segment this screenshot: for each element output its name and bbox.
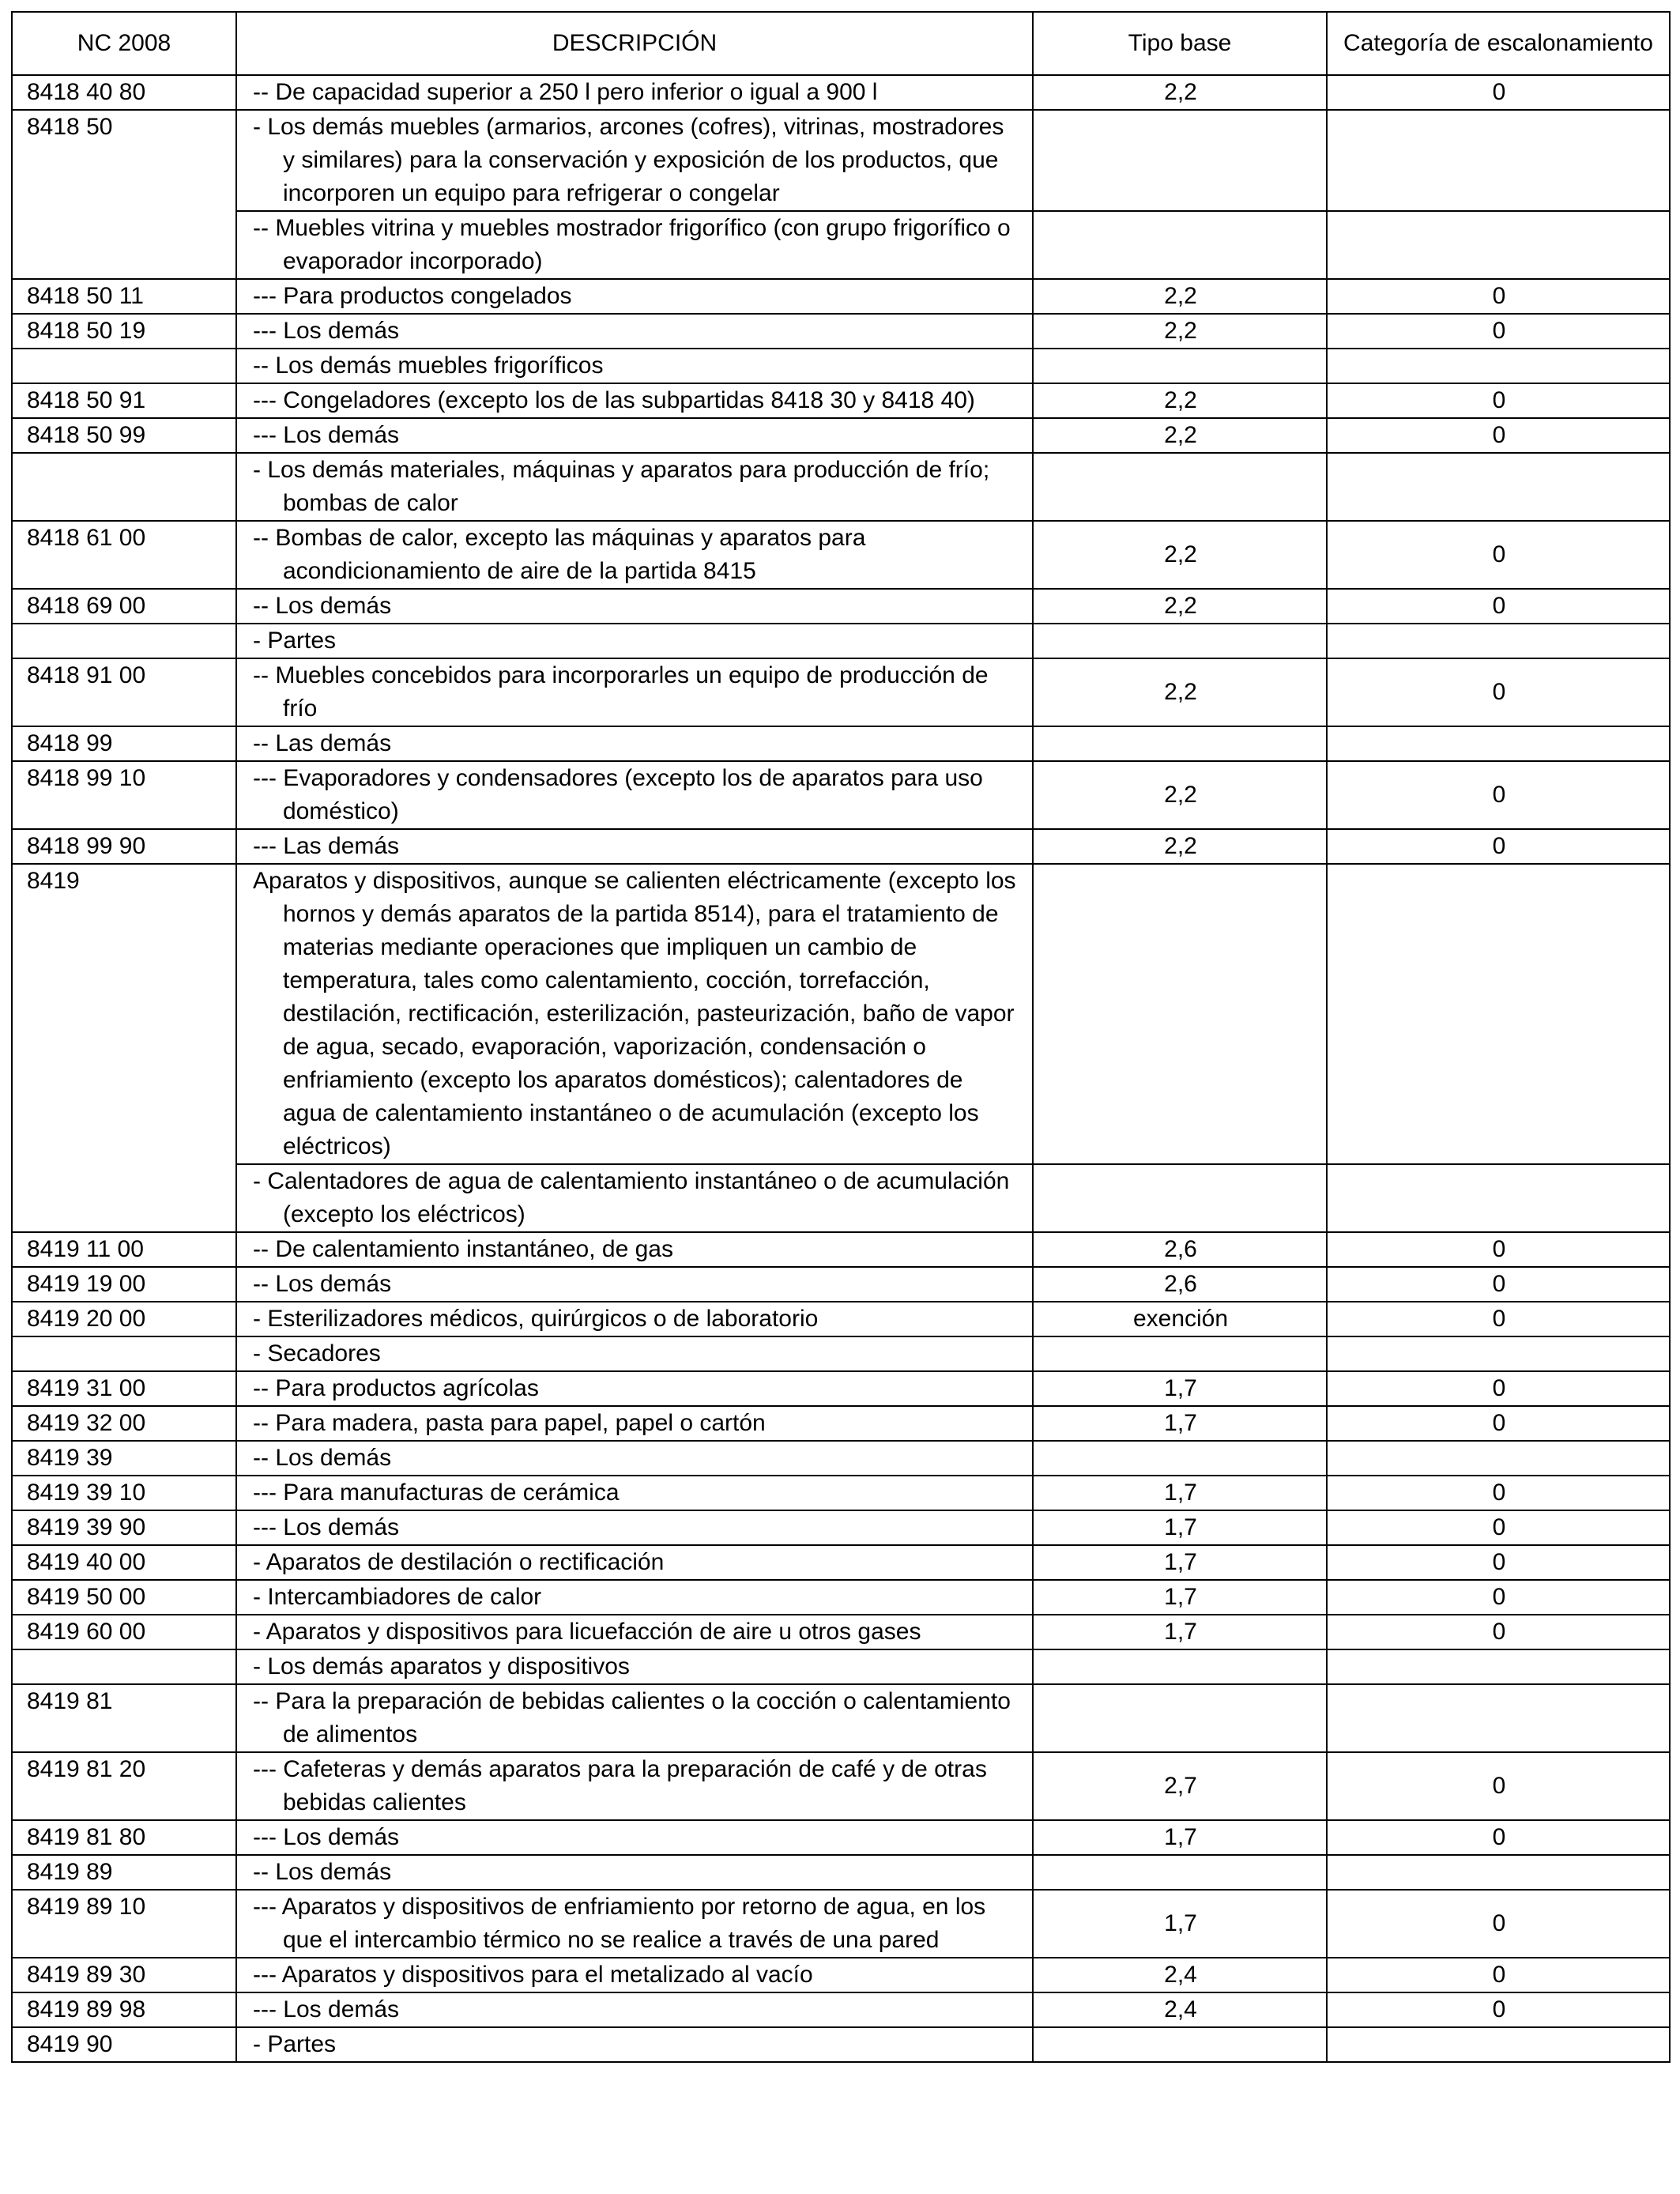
staging-category: 0 xyxy=(1327,383,1670,418)
base-rate xyxy=(1033,2027,1327,2062)
description-text: - Aparatos de destilación o rectificación xyxy=(253,1549,665,1575)
table-row xyxy=(12,349,1670,383)
description xyxy=(236,314,1033,349)
base-rate: 2,2 xyxy=(1033,383,1327,418)
base-rate: 2,2 xyxy=(1033,761,1327,829)
nc-code: 8419 39 10 xyxy=(12,1476,236,1510)
description xyxy=(236,658,1033,726)
description-text: -- De capacidad superior a 250 l pero inferior o igual a 900 l xyxy=(253,79,878,105)
nc-code: 8418 99 90 xyxy=(12,829,236,864)
staging-category: 0 xyxy=(1327,1890,1670,1958)
description xyxy=(236,1441,1033,1476)
description-text: - Partes xyxy=(253,2031,337,2057)
base-rate xyxy=(1033,1336,1327,1371)
nc-code: 8418 91 00 xyxy=(12,658,236,726)
nc-code: 8419 81 20 xyxy=(12,1752,236,1820)
description-text: --- Los demás xyxy=(253,1514,400,1540)
base-rate: 2,4 xyxy=(1033,1958,1327,1992)
description xyxy=(236,1510,1033,1545)
table-row xyxy=(12,418,1670,453)
staging-category: 0 xyxy=(1327,658,1670,726)
staging-category xyxy=(1327,2027,1670,2062)
nc-code: 8418 50 11 xyxy=(12,279,236,314)
description-text: --- Aparatos y dispositivos de enfriamiento por retorno de agua, en los que el intercambio térmico no se realice a través de una pared xyxy=(253,1894,986,1953)
description-text: --- Para productos congelados xyxy=(253,283,572,309)
nc-code: 8418 69 00 xyxy=(12,589,236,624)
table-row xyxy=(12,1336,1670,1371)
table-row xyxy=(12,110,1670,211)
nc-code: 8419 32 00 xyxy=(12,1406,236,1441)
description xyxy=(236,383,1033,418)
staging-category xyxy=(1327,864,1670,1164)
description xyxy=(236,75,1033,110)
description xyxy=(236,829,1033,864)
nc-code: 8419 19 00 xyxy=(12,1267,236,1302)
description-text: -- Los demás xyxy=(253,1859,392,1885)
nc-code: 8419 50 00 xyxy=(12,1580,236,1615)
staging-category: 0 xyxy=(1327,829,1670,864)
base-rate xyxy=(1033,1441,1327,1476)
base-rate: 2,2 xyxy=(1033,658,1327,726)
tariff-table xyxy=(11,11,1671,2063)
description xyxy=(236,589,1033,624)
base-rate xyxy=(1033,1684,1327,1752)
table-row xyxy=(12,1371,1670,1406)
nc-code xyxy=(12,1336,236,1371)
description xyxy=(236,453,1033,521)
table-row xyxy=(12,1267,1670,1302)
description xyxy=(236,864,1033,1164)
table-row xyxy=(12,1615,1670,1649)
description-text: - Secadores xyxy=(253,1340,381,1367)
staging-category: 0 xyxy=(1327,1406,1670,1441)
description xyxy=(236,1371,1033,1406)
header-nc: NC 2008 xyxy=(12,12,236,75)
staging-category: 0 xyxy=(1327,1992,1670,2027)
nc-code: 8419 90 xyxy=(12,2027,236,2062)
description-text: --- Los demás xyxy=(253,422,400,448)
description-text: --- Cafeteras y demás aparatos para la preparación de café y de otras bebidas calientes xyxy=(253,1756,987,1815)
base-rate xyxy=(1033,349,1327,383)
description-text: -- Los demás xyxy=(253,593,392,619)
description xyxy=(236,279,1033,314)
description-text: --- Los demás xyxy=(253,1996,400,2022)
nc-code xyxy=(12,1649,236,1684)
description xyxy=(236,1752,1033,1820)
header-description: DESCRIPCIÓN xyxy=(236,12,1033,75)
base-rate xyxy=(1033,110,1327,211)
table-row xyxy=(12,1580,1670,1615)
staging-category xyxy=(1327,624,1670,658)
base-rate: 1,7 xyxy=(1033,1406,1327,1441)
description xyxy=(236,418,1033,453)
description xyxy=(236,1267,1033,1302)
staging-category: 0 xyxy=(1327,1615,1670,1649)
nc-code: 8419 89 xyxy=(12,1855,236,1890)
description xyxy=(236,1406,1033,1441)
table-row xyxy=(12,1958,1670,1992)
staging-category xyxy=(1327,1649,1670,1684)
staging-category: 0 xyxy=(1327,1580,1670,1615)
staging-category: 0 xyxy=(1327,279,1670,314)
table-row xyxy=(12,864,1670,1164)
header-category: Categoría de escalonamiento xyxy=(1327,12,1670,75)
nc-code: 8419 39 xyxy=(12,1441,236,1476)
description-text: - Los demás aparatos y dispositivos xyxy=(253,1653,630,1679)
base-rate xyxy=(1033,1649,1327,1684)
description xyxy=(236,726,1033,761)
description-text: --- Las demás xyxy=(253,833,400,859)
nc-code: 8419 20 00 xyxy=(12,1302,236,1336)
base-rate: 2,2 xyxy=(1033,75,1327,110)
description-text: --- Para manufacturas de cerámica xyxy=(253,1480,620,1506)
staging-category: 0 xyxy=(1327,1232,1670,1267)
table-row xyxy=(12,1164,1670,1232)
table-row xyxy=(12,1684,1670,1752)
nc-code xyxy=(12,349,236,383)
staging-category: 0 xyxy=(1327,1371,1670,1406)
staging-category: 0 xyxy=(1327,418,1670,453)
table-row xyxy=(12,1441,1670,1476)
base-rate: 2,2 xyxy=(1033,279,1327,314)
description-text: -- Muebles concebidos para incorporarles un equipo de producción de frío xyxy=(253,662,989,722)
staging-category xyxy=(1327,211,1670,279)
description-text: - Calentadores de agua de calentamiento instantáneo o de acumulación (excepto los eléctricos) xyxy=(253,1168,1010,1227)
description-text: -- Los demás xyxy=(253,1271,392,1297)
description xyxy=(236,1992,1033,2027)
description xyxy=(236,1336,1033,1371)
description xyxy=(236,761,1033,829)
description xyxy=(236,1890,1033,1958)
description-text: - Esterilizadores médicos, quirúrgicos o de laboratorio xyxy=(253,1306,819,1332)
table-row xyxy=(12,75,1670,110)
description xyxy=(236,1545,1033,1580)
staging-category: 0 xyxy=(1327,1958,1670,1992)
description xyxy=(236,1615,1033,1649)
staging-category xyxy=(1327,726,1670,761)
description-text: --- Los demás xyxy=(253,318,400,344)
description xyxy=(236,1958,1033,1992)
staging-category xyxy=(1327,453,1670,521)
description-text: --- Aparatos y dispositivos para el metalizado al vacío xyxy=(253,1962,813,1988)
base-rate: 2,2 xyxy=(1033,829,1327,864)
staging-category: 0 xyxy=(1327,1510,1670,1545)
base-rate: 1,7 xyxy=(1033,1615,1327,1649)
table-row xyxy=(12,1406,1670,1441)
staging-category xyxy=(1327,1855,1670,1890)
base-rate: 2,6 xyxy=(1033,1267,1327,1302)
base-rate: 2,2 xyxy=(1033,521,1327,589)
nc-code: 8418 50 99 xyxy=(12,418,236,453)
nc-code: 8419 11 00 xyxy=(12,1232,236,1267)
description-text: Aparatos y dispositivos, aunque se calienten eléctricamente (excepto los hornos y demás aparatos de la partida 8514), para el tratamiento de materias mediante operaciones que impliquen un cambio de temperatura, tales como calentamiento, cocción, torrefacción, destilación, rectificación, esterilización, pasteurización, baño de vapor de agua, secado, evaporación, vaporización, condensación o enfriamiento (excepto los aparatos domésticos); calentadores de agua de calentamiento instantáneo o de acumulación (excepto los eléctricos) xyxy=(253,868,1016,1159)
description-text: -- Muebles vitrina y muebles mostrador frigorífico (con grupo frigorífico o evaporador incorporado) xyxy=(253,215,1011,274)
description xyxy=(236,110,1033,211)
base-rate: 1,7 xyxy=(1033,1371,1327,1406)
table-row xyxy=(12,1855,1670,1890)
nc-code: 8419 39 90 xyxy=(12,1510,236,1545)
description-text: - Aparatos y dispositivos para licuefacción de aire u otros gases xyxy=(253,1619,921,1645)
description-text: - Los demás materiales, máquinas y aparatos para producción de frío; bombas de calor xyxy=(253,457,990,516)
base-rate: 2,2 xyxy=(1033,418,1327,453)
base-rate: 1,7 xyxy=(1033,1890,1327,1958)
base-rate: 1,7 xyxy=(1033,1580,1327,1615)
table-row xyxy=(12,1476,1670,1510)
base-rate xyxy=(1033,624,1327,658)
nc-code: 8418 50 91 xyxy=(12,383,236,418)
table-row xyxy=(12,1752,1670,1820)
staging-category: 0 xyxy=(1327,761,1670,829)
table-row xyxy=(12,314,1670,349)
table-row xyxy=(12,1510,1670,1545)
description-text: -- Para madera, pasta para papel, papel o cartón xyxy=(253,1410,766,1436)
base-rate: 1,7 xyxy=(1033,1476,1327,1510)
description-text: -- Las demás xyxy=(253,730,392,756)
table-row xyxy=(12,279,1670,314)
staging-category xyxy=(1327,1164,1670,1232)
nc-code: 8419 60 00 xyxy=(12,1615,236,1649)
description xyxy=(236,1164,1033,1232)
description-text: --- Evaporadores y condensadores (excepto los de aparatos para uso doméstico) xyxy=(253,765,983,824)
nc-code xyxy=(12,453,236,521)
description xyxy=(236,624,1033,658)
table-row xyxy=(12,211,1670,279)
nc-code: 8419 89 10 xyxy=(12,1890,236,1958)
base-rate xyxy=(1033,864,1327,1164)
table-row xyxy=(12,2027,1670,2062)
nc-code: 8419 81 xyxy=(12,1684,236,1752)
base-rate: 1,7 xyxy=(1033,1510,1327,1545)
nc-code: 8419 89 98 xyxy=(12,1992,236,2027)
description xyxy=(236,2027,1033,2062)
staging-category: 0 xyxy=(1327,314,1670,349)
staging-category: 0 xyxy=(1327,75,1670,110)
table-row xyxy=(12,1649,1670,1684)
table-row xyxy=(12,1232,1670,1267)
base-rate: 2,6 xyxy=(1033,1232,1327,1267)
base-rate: exención xyxy=(1033,1302,1327,1336)
description xyxy=(236,1649,1033,1684)
nc-code: 8418 99 xyxy=(12,726,236,761)
base-rate: 2,7 xyxy=(1033,1752,1327,1820)
base-rate: 2,4 xyxy=(1033,1992,1327,2027)
description-text: -- Para productos agrícolas xyxy=(253,1375,539,1401)
table-row xyxy=(12,521,1670,589)
staging-category: 0 xyxy=(1327,1267,1670,1302)
description xyxy=(236,1580,1033,1615)
description xyxy=(236,1855,1033,1890)
header-base-rate: Tipo base xyxy=(1033,12,1327,75)
description-text: - Los demás muebles (armarios, arcones (cofres), vitrinas, mostradores y similares) para la conservación y exposición de los productos, que incorporen un equipo para refrigerar o congelar xyxy=(253,114,1004,206)
staging-category xyxy=(1327,1441,1670,1476)
description-text: -- Para la preparación de bebidas calientes o la cocción o calentamiento de alimentos xyxy=(253,1688,1011,1747)
table-row xyxy=(12,1545,1670,1580)
base-rate xyxy=(1033,1164,1327,1232)
staging-category: 0 xyxy=(1327,1820,1670,1855)
table-row xyxy=(12,383,1670,418)
table-row xyxy=(12,624,1670,658)
base-rate: 2,2 xyxy=(1033,314,1327,349)
description-text: - Intercambiadores de calor xyxy=(253,1584,542,1610)
description xyxy=(236,1684,1033,1752)
staging-category xyxy=(1327,349,1670,383)
base-rate xyxy=(1033,1855,1327,1890)
nc-code: 8418 99 10 xyxy=(12,761,236,829)
nc-code: 8418 40 80 xyxy=(12,75,236,110)
table-row xyxy=(12,726,1670,761)
description xyxy=(236,349,1033,383)
nc-code: 8419 81 80 xyxy=(12,1820,236,1855)
description-text: -- Los demás muebles frigoríficos xyxy=(253,352,604,379)
description-text: -- Bombas de calor, excepto las máquinas y aparatos para acondicionamiento de aire de la partida 8415 xyxy=(253,525,866,584)
nc-code: 8418 61 00 xyxy=(12,521,236,589)
base-rate: 1,7 xyxy=(1033,1545,1327,1580)
description-text: - Partes xyxy=(253,628,337,654)
description-text: --- Congeladores (excepto los de las subpartidas 8418 30 y 8418 40) xyxy=(253,387,975,413)
table-row xyxy=(12,1890,1670,1958)
description-text: -- De calentamiento instantáneo, de gas xyxy=(253,1236,673,1262)
nc-code: 8418 50 19 xyxy=(12,314,236,349)
staging-category: 0 xyxy=(1327,589,1670,624)
table-row xyxy=(12,589,1670,624)
description xyxy=(236,521,1033,589)
description-text: --- Los demás xyxy=(253,1824,400,1850)
staging-category: 0 xyxy=(1327,1476,1670,1510)
nc-code xyxy=(12,624,236,658)
description xyxy=(236,1476,1033,1510)
description xyxy=(236,1232,1033,1267)
staging-category: 0 xyxy=(1327,521,1670,589)
base-rate: 2,2 xyxy=(1033,589,1327,624)
table-row xyxy=(12,1820,1670,1855)
table-row xyxy=(12,1302,1670,1336)
staging-category: 0 xyxy=(1327,1545,1670,1580)
base-rate xyxy=(1033,211,1327,279)
table-row xyxy=(12,829,1670,864)
staging-category xyxy=(1327,1684,1670,1752)
description xyxy=(236,211,1033,279)
description xyxy=(236,1302,1033,1336)
staging-category xyxy=(1327,1336,1670,1371)
table-row xyxy=(12,761,1670,829)
description xyxy=(236,1820,1033,1855)
table-row xyxy=(12,658,1670,726)
base-rate xyxy=(1033,453,1327,521)
nc-code: 8419 xyxy=(12,864,236,1232)
base-rate xyxy=(1033,726,1327,761)
nc-code: 8419 31 00 xyxy=(12,1371,236,1406)
base-rate: 1,7 xyxy=(1033,1820,1327,1855)
nc-code: 8419 89 30 xyxy=(12,1958,236,1992)
table-row xyxy=(12,1992,1670,2027)
staging-category: 0 xyxy=(1327,1302,1670,1336)
staging-category: 0 xyxy=(1327,1752,1670,1820)
table-row xyxy=(12,453,1670,521)
nc-code: 8418 50 xyxy=(12,110,236,279)
nc-code: 8419 40 00 xyxy=(12,1545,236,1580)
staging-category xyxy=(1327,110,1670,211)
header-row xyxy=(12,12,1670,75)
description-text: -- Los demás xyxy=(253,1445,392,1471)
